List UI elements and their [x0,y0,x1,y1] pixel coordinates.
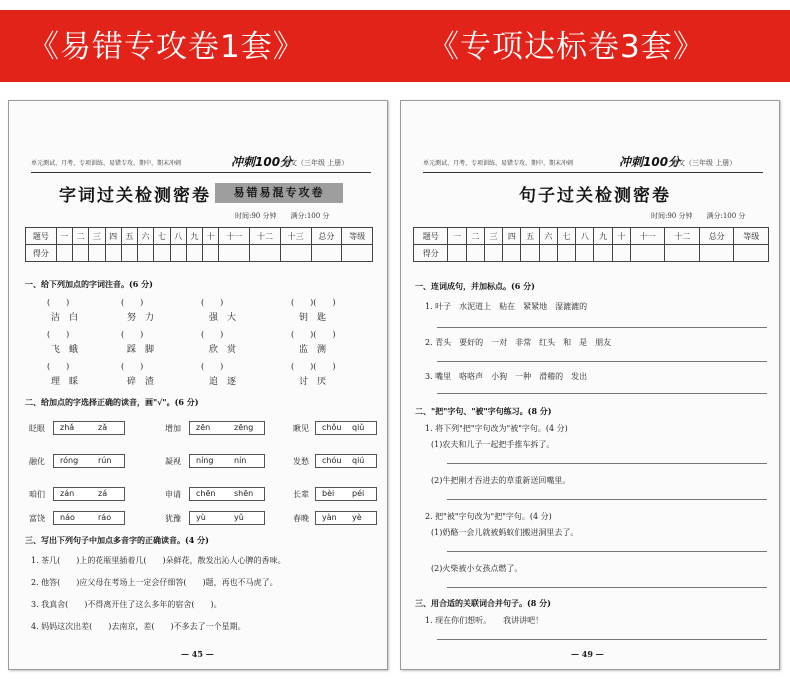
score-cell: 三 [89,228,105,245]
page-number: — 45 — [181,649,214,659]
vocab-word: 讨 厌 [299,377,327,387]
answer-paren-pair[interactable]: ( )( ) [291,362,336,371]
pinyin-option[interactable]: rún [98,456,112,465]
header-subject: 语文（三年级 上册） [283,159,349,167]
question-line: 3. 嘴里 咯咯声 小狗 一种 滑稽的 发出 [425,372,588,381]
score-blank[interactable] [448,245,466,262]
section3-heading: 三、用合适的关联词合并句子。(8 分) [415,598,551,608]
section2-heading: 二、给加点的字选择正确的读音，画"√"。(6 分) [25,397,199,407]
answer-paren[interactable]: ( ) [121,362,144,371]
score-cell: 九 [594,228,612,245]
banner-title-left: 《易错专攻卷1套》 [28,29,305,65]
score-cell: 十 [612,228,630,245]
vocab-word: 努 力 [127,313,155,323]
promo-banner [0,0,790,92]
vocab-word: 强 大 [209,313,237,323]
score-row-label: 得分 [414,245,448,262]
answer-line[interactable] [437,327,767,328]
pinyin-choice-box[interactable] [53,454,125,468]
vocab-word: 碎 渣 [127,377,155,387]
pinyin-option[interactable]: shēn [234,489,254,498]
pinyin-option[interactable]: zēn [196,423,211,432]
pinyin-word: 眨眼 [29,424,45,433]
pinyin-choice-box[interactable] [189,421,265,435]
section1-heading: 一、给下列加点的字词注音。(6 分) [25,279,153,289]
score-cell: 八 [576,228,594,245]
score-cell: 等级 [342,228,373,245]
score-cell: 十三 [280,228,311,245]
header-subject: 语文（三年级 上册） [671,159,737,167]
score-cell: 五 [521,228,539,245]
answer-paren[interactable]: ( ) [47,330,70,339]
score-blank[interactable] [539,245,557,262]
exam-page-left [8,100,388,670]
answer-line[interactable] [447,587,767,588]
title-tag: 易错易混专攻卷 [215,183,343,203]
pinyin-option[interactable]: zhǎ [60,423,75,432]
vocab-word: 洁 白 [51,313,79,323]
question-line: (2)牛把刚才吞进去的草重新送回嘴里。 [431,476,571,485]
exam-page-right [400,100,780,670]
brand-logo: 冲刺100分 [231,155,293,169]
pinyin-option[interactable]: zēng [234,423,254,432]
score-blank[interactable] [105,245,121,262]
brand-logo: 冲刺100分 [619,155,681,169]
score-row-label: 得分 [26,245,57,262]
page-number: — 49 — [571,649,604,659]
answer-paren[interactable]: ( ) [47,362,70,371]
pinyin-choice-box[interactable] [53,511,125,525]
pinyin-option[interactable]: bèi [322,489,335,498]
question-line: 1. 叶子 水泥道上 粘在 紧紧地 湿漉漉的 [425,302,588,311]
pinyin-choice-box[interactable] [189,487,265,501]
question-line: 4. 妈妈这次出差( )去南京，差( )不多去了一个星期。 [31,622,246,631]
pinyin-choice-box[interactable] [53,487,125,501]
question-line: 1. 茶几( )上的花瓶里插着几( )朵鲜花，散发出沁人心脾的香味。 [31,556,286,565]
score-blank[interactable] [56,245,72,262]
score-cell: 八 [170,228,186,245]
answer-paren[interactable]: ( ) [201,362,224,371]
score-cell: 题号 [26,228,57,245]
answer-paren-pair[interactable]: ( )( ) [291,298,336,307]
score-blank[interactable] [466,245,484,262]
score-cell: 四 [105,228,121,245]
score-blank[interactable] [219,245,250,262]
pinyin-option[interactable]: yàn [322,513,337,522]
pinyin-word: 融化 [29,457,45,466]
pinyin-choice-box[interactable] [315,421,377,435]
answer-line[interactable] [447,463,767,464]
pinyin-option[interactable]: ráo [98,513,112,522]
score-blank[interactable] [503,245,521,262]
score-blank[interactable] [121,245,137,262]
page-header [31,155,371,173]
answer-line[interactable] [437,393,767,394]
pinyin-option[interactable]: níng [196,456,214,465]
answer-line[interactable] [437,361,767,362]
score-blank[interactable] [557,245,575,262]
score-cell: 十二 [665,228,699,245]
score-table-header-row [414,228,769,245]
score-blank[interactable] [484,245,502,262]
pinyin-option[interactable]: róng [60,456,79,465]
score-blank[interactable] [576,245,594,262]
page-title: 字词过关检测密卷 [59,186,211,206]
answer-line[interactable] [447,499,767,500]
pinyin-word: 瞅见 [293,424,309,433]
score-blank[interactable] [699,245,733,262]
score-cell: 四 [503,228,521,245]
answer-paren[interactable]: ( ) [201,298,224,307]
pinyin-choice-box[interactable] [189,511,265,525]
score-cell: 总分 [699,228,733,245]
section2-heading: 二、"把"字句、"被"字句练习。(8 分) [415,406,552,416]
pinyin-choice-box[interactable] [315,487,377,501]
score-cell: 五 [121,228,137,245]
vocab-word: 监 测 [299,345,327,355]
pinyin-choice-box[interactable] [315,454,377,468]
score-cell: 总分 [311,228,342,245]
pinyin-word: 发愁 [293,457,309,466]
score-blank[interactable] [138,245,154,262]
section3-heading: 三、写出下列句子中加点多音字的正确读音。(4 分) [25,535,209,545]
vocab-word: 追 逐 [209,377,237,387]
score-cell: 六 [138,228,154,245]
score-blank[interactable] [280,245,311,262]
score-blank[interactable] [250,245,281,262]
score-cell: 六 [539,228,557,245]
time-score-info: 时间:90 分钟 满分:100 分 [235,212,330,220]
score-cell: 等级 [734,228,769,245]
score-blank[interactable] [342,245,373,262]
pinyin-word: 增加 [165,424,181,433]
answer-paren[interactable]: ( ) [47,298,70,307]
score-table [25,227,373,262]
vocab-word: 欣 赏 [209,345,237,355]
pinyin-choice-box[interactable] [53,421,125,435]
question-line: 2. 青头 要好的 一对 非常 红头 和 是 朋友 [425,338,612,347]
score-cell: 十二 [250,228,281,245]
score-cell: 一 [448,228,466,245]
page-title: 句子过关检测密卷 [519,186,671,206]
pinyin-word: 长辈 [293,490,309,499]
pinyin-option[interactable]: qiú [352,456,365,465]
score-cell: 十一 [219,228,250,245]
pinyin-option[interactable]: zá [98,489,108,498]
pinyin-word: 富饶 [29,514,45,523]
pinyin-option[interactable]: náo [60,513,75,522]
time-score-info: 时间:90 分钟 满分:100 分 [651,212,746,220]
answer-paren[interactable]: ( ) [121,298,144,307]
pinyin-word: 咱们 [29,490,45,499]
score-blank[interactable] [311,245,342,262]
question-line: (2)火柴被小女孩点燃了。 [431,564,523,573]
answer-paren[interactable]: ( ) [201,330,224,339]
score-blank[interactable] [170,245,186,262]
section1-heading: 一、连词成句，并加标点。(6 分) [415,281,535,291]
score-cell: 三 [484,228,502,245]
pinyin-option[interactable]: yǔ [234,513,244,522]
pinyin-option[interactable]: chóu [322,456,342,465]
vocab-word: 飞 蛾 [51,345,79,355]
pinyin-option[interactable]: péi [352,489,365,498]
pinyin-option[interactable]: yè [352,513,362,522]
question-line: (1)农夫和儿子一起把手推车拆了。 [431,440,555,449]
score-blank[interactable] [186,245,202,262]
vocab-word: 踩 脚 [127,345,155,355]
pinyin-option[interactable]: chēn [196,489,216,498]
score-blank[interactable] [665,245,699,262]
question-line: 1. 现在你们想听。 我讲讲吧！ [425,616,544,625]
score-blank[interactable] [630,245,664,262]
score-cell: 十 [203,228,219,245]
answer-paren-pair[interactable]: ( )( ) [291,330,336,339]
score-blank[interactable] [521,245,539,262]
score-table-header-row [26,228,373,245]
pinyin-option[interactable]: qiǔ [352,423,365,432]
score-blank[interactable] [72,245,88,262]
vocab-word: 钥 匙 [299,313,327,323]
score-table-score-row [26,245,373,262]
pinyin-option[interactable]: yù [196,513,206,522]
score-cell: 二 [466,228,484,245]
header-series: 单元测试、月考、专项训练、易错专攻、期中、期末冲刺 [31,160,182,167]
pinyin-word: 春晚 [293,514,309,523]
score-blank[interactable] [203,245,219,262]
score-cell: 二 [72,228,88,245]
score-blank[interactable] [594,245,612,262]
score-cell: 九 [186,228,202,245]
pinyin-option[interactable]: zǎ [98,423,108,432]
score-cell: 一 [56,228,72,245]
pinyin-option[interactable]: nín [234,456,247,465]
banner-title-right: 《专项达标卷3套》 [428,29,705,65]
pinyin-choice-box[interactable] [315,511,377,525]
question-line: 3. 我真舍( )不得离开住了这么多年的宿舍( )。 [31,600,222,609]
answer-line[interactable] [437,639,767,640]
score-cell: 题号 [414,228,448,245]
score-blank[interactable] [612,245,630,262]
score-cell: 七 [154,228,170,245]
page-header [423,155,763,173]
answer-line[interactable] [447,551,767,552]
question-line: 2. 他答( )应父母在考场上一定会仔细答( )题，再也不马虎了。 [31,578,278,587]
score-cell: 十一 [630,228,664,245]
sub-question: 2. 把"被"字句改为"把"字句。(4 分) [425,512,552,521]
pinyin-word: 申请 [165,490,181,499]
pinyin-word: 犹豫 [165,514,181,523]
answer-paren[interactable]: ( ) [121,330,144,339]
score-cell: 七 [557,228,575,245]
vocab-word: 理 睬 [51,377,79,387]
score-blank[interactable] [89,245,105,262]
score-table-score-row [414,245,769,262]
score-blank[interactable] [154,245,170,262]
score-blank[interactable] [734,245,769,262]
pinyin-word: 凝视 [165,457,181,466]
pinyin-option[interactable]: zán [60,489,75,498]
sub-question: 1. 将下列"把"字句改为"被"字句。(4 分) [425,424,568,433]
pinyin-choice-box[interactable] [189,454,265,468]
question-line: (1)奶酪一会儿就被蚂蚁们搬进洞里去了。 [431,528,579,537]
score-table [413,227,769,262]
pinyin-option[interactable]: chǒu [322,423,342,432]
header-series: 单元测试、月考、专项训练、易错专攻、期中、期末冲刺 [423,160,574,167]
